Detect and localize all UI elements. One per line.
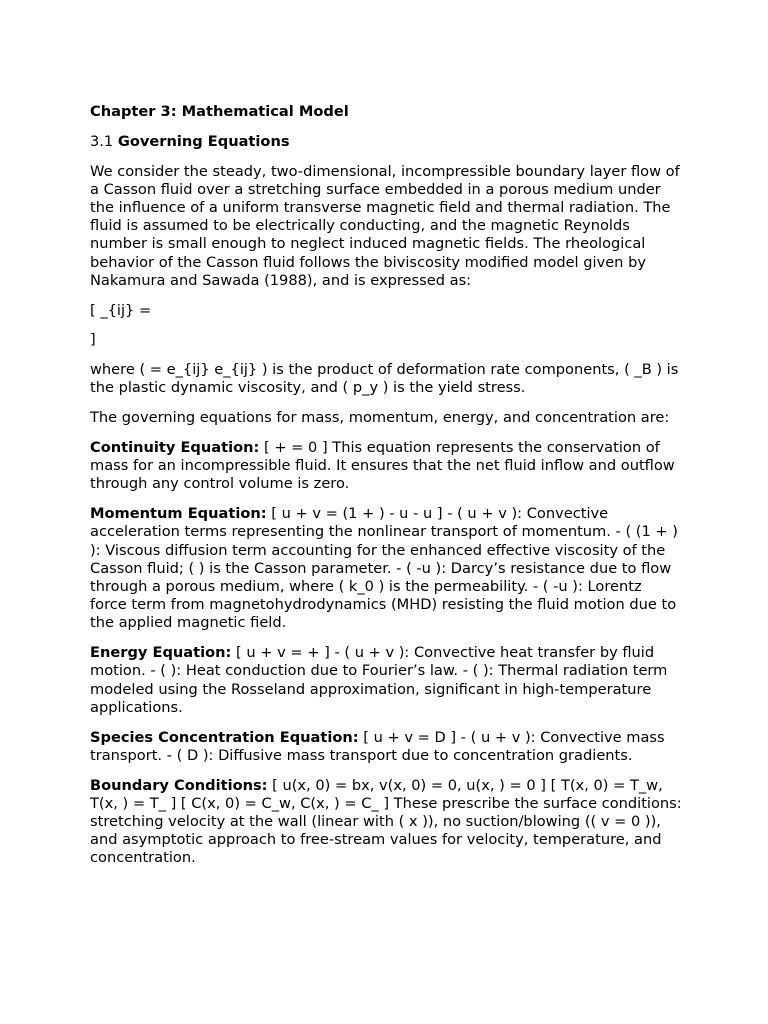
intro-paragraph: We consider the steady, two-dimensional, incompressible boundary layer flow of a Casson fluid over a stretching surface embedded in a porous medium under the influence of a uniform transverse magnetic field and thermal radiation. The fluid is assumed to be electrically conducting, and the magnetic Reynolds number is small enough to neglect induced magnetic fields. The rheological behavior of the Casson fluid follows the biviscosity modified model given by Nakamura and Sawada (1988), and is expressed as: — [90, 162, 680, 289]
equation-text: [ u + v = + ] - ( u + v ): Convective heat transfer by fluid motion. - ( ): Heat conduction due to Fourier’s law. - ( ): Thermal radiation term modeled using the Rosseland approximation, significant in high-temperature applications. — [90, 644, 668, 716]
document-page — [90, 103, 682, 879]
equation-label: Species Concentration Equation: — [90, 728, 359, 746]
governing-intro-paragraph: The governing equations for mass, momentum, energy, and concentration are: — [90, 409, 670, 427]
equation-text: [ u + v = (1 + ) - u - u ] - ( u + v ): Convective acceleration terms representing the nonlinear transport of momentum. - ( (1 + ) ): Viscous diffusion term accounting for the enhanced effective viscosity of the Casson fluid; ( ) is the Casson parameter. - ( -u ): Darcy’s resistance due to flow through a porous medium, where ( k_0 ) is the permeability. - ( -u ): Lorentz force term from magnetohydrodynamics (MHD) resisting the fluid motion due to the applied magnetic field. — [90, 505, 678, 632]
equation-text: [ u + v = D ] - ( u + v ): Convective mass transport. - ( D ): Diffusive mass transport due to concentration gradients. — [90, 728, 665, 764]
equation-text: [ + = 0 ] This equation represents the conservation of mass for an incompressible fluid. It ensures that the net fluid inflow and outflow through any control volume is zero. — [90, 439, 675, 493]
section-number: 3.1 — [90, 132, 118, 150]
where-paragraph: where ( = e_{ij} e_{ij} ) is the product of deformation rate components, ( _B ) is the plastic dynamic viscosity, and ( p_y ) is the yield stress. — [90, 361, 679, 397]
species-equation-paragraph — [90, 729, 682, 765]
equation-label: Continuity Equation: — [90, 439, 260, 456]
casson-equation-open: [ _{ij} = — [90, 301, 152, 319]
boundary-conditions-paragraph — [90, 777, 682, 868]
continuity-equation-paragraph — [90, 439, 682, 494]
energy-equation-paragraph — [90, 644, 682, 717]
equation-label: Boundary Conditions: — [90, 776, 268, 794]
chapter-title: Chapter 3: Mathematical Model — [90, 103, 349, 120]
section-title: Governing Equations — [117, 132, 290, 150]
equation-text: [ u(x, 0) = bx, v(x, 0) = 0, u(x, ) = 0 ] [ T(x, 0) = T_w, T(x, ) = T_ ] [ C(x, 0) = C_w, C(x, ) = C_ ] These prescribe the surface conditions: stretching velocity at the wall (linear with ( x )), no suction/blowing (( v = 0 )), and asymptotic approach to free-stream values for velocity, temperature, and concentration. — [90, 776, 682, 867]
section-heading — [90, 133, 682, 151]
equation-label: Energy Equation: — [90, 644, 232, 662]
equation-label: Momentum Equation: — [90, 505, 267, 523]
casson-equation-close: ] — [90, 331, 96, 349]
momentum-equation-paragraph — [90, 505, 682, 632]
